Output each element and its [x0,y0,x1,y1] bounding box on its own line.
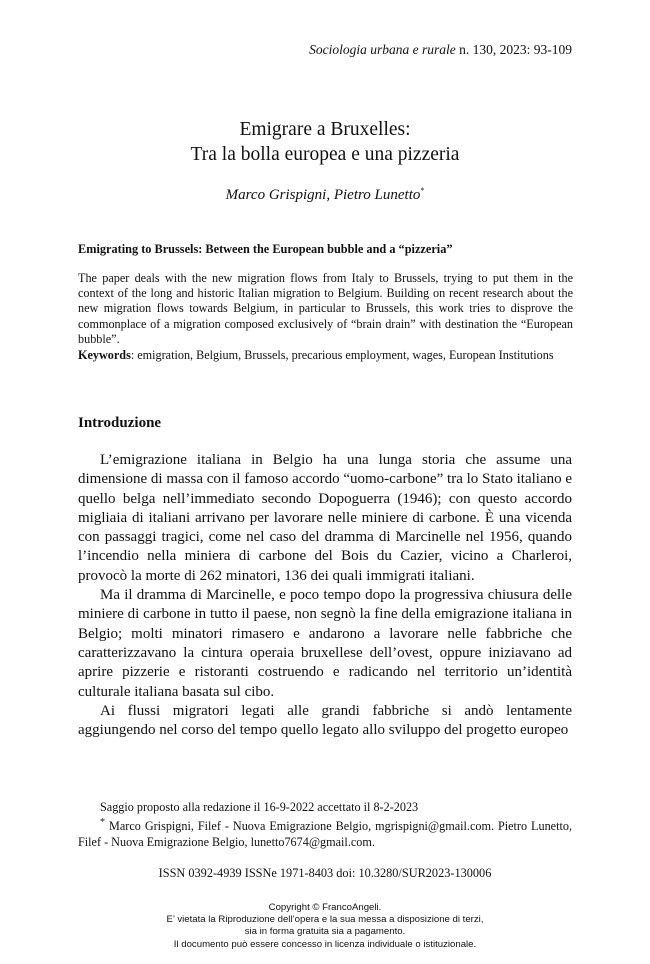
journal-name: Sociologia urbana e rurale [309,42,456,57]
section-heading: Introduzione [78,415,162,431]
issn-doi: ISSN 0392-4939 ISSNe 1971-8403 doi: 10.3280/SUR2023-130006 [158,866,492,880]
copyright-line-4: Il documento può essere concesso in licenza individuale o istituzionale. [173,938,477,950]
footnotes [78,800,572,850]
issue-info: n. 130, 2023: 93-109 [455,42,572,57]
article-authors [0,186,650,204]
copyright-line-3: sia in forma gratuita sia a pagamento. [244,926,406,938]
keywords-label: Keywords [78,348,131,362]
authors-names: Marco Grispigni, Pietro Lunetto [225,187,421,203]
copyright-notice [0,902,650,951]
running-head [309,42,572,58]
abstract-title: Emigrating to Brussels: Between the European bubble and a “pizzeria” [78,242,453,256]
paragraph-3: Ai flussi migratori legati alle grandi fabbriche si andò lentamente aggiungendo nel corso del tempo quello legato allo sviluppo del progetto europeo [78,702,572,739]
authors-footnote-mark: * [420,186,425,195]
author-affiliations [78,815,572,850]
keywords [78,348,573,363]
affiliation-footnote-mark: * [100,817,106,829]
copyright-line-1: Copyright © FrancoAngeli. [268,902,382,913]
keywords-list: : emigration, Belgium, Brussels, precarious employment, wages, European Institutions [130,348,554,362]
affiliation-text: Marco Grispigni, Filef - Nuova Emigrazione Belgio, mgrispigni@gmail.com. Pietro Lunetto, Filef - Nuova Emigrazione Belgio, lunetto7674@gmail.com. [78,819,572,849]
body-text [78,451,572,740]
abstract-text: The paper deals with the new migration flows from Italy to Brussels, trying to put them in the context of the long and historic Italian migration to Belgium. Building on recent research about the new migration flows towards Belgium, in particular to Brussels, this work tries to disprove the commonplace of a migration composed exclusively of “brain drain” with destination the “European bubble”. [78,271,573,346]
paragraph-1: L’emigrazione italiana in Belgio ha una lunga storia che assume una dimensione di massa con il famoso accordo “uomo-carbone” tra lo Stato italiano e quello belga nell’immediato secondo Dopoguerra (1946); con questo accordo migliaia di italiani arrivano per lavorare nelle miniere di carbone. È una vicenda con passaggi tragici, come nel caso del dramma di Marcinelle nel 1956, quando l’incendio nella miniera di carbone del Bois du Cazier, vicino a Charleroi, provocò la morte di 262 minatori, 136 dei quali immigrati italiani. [78,452,573,584]
title-line-2: Tra la bolla europea e una pizzeria [190,144,460,165]
title-line-1: Emigrare a Bruxelles: [239,119,411,140]
copyright-line-2: E’ vietata la Riproduzione dell’opera e la sua messa a disposizione di terzi, [166,914,484,926]
paragraph-2: Ma il dramma di Marcinelle, e poco tempo dopo la progressiva chiusura delle miniere di carbone in tutto il paese, non segnò la fine della emigrazione italiana in Belgio; molti minatori rimasero e andarono a lavorare nelle fabbriche che caratterizzavano la cintura operaia bruxellese dell’ovest, oppure iniziavano ad aprire pizzerie e ristoranti costruendo e radicando nel territorio un’identità culturale italiana basata sul cibo. [78,587,572,700]
article-title [0,117,650,167]
submission-dates: Saggio proposto alla redazione il 16-9-2022 accettato il 8-2-2023 [100,800,419,814]
